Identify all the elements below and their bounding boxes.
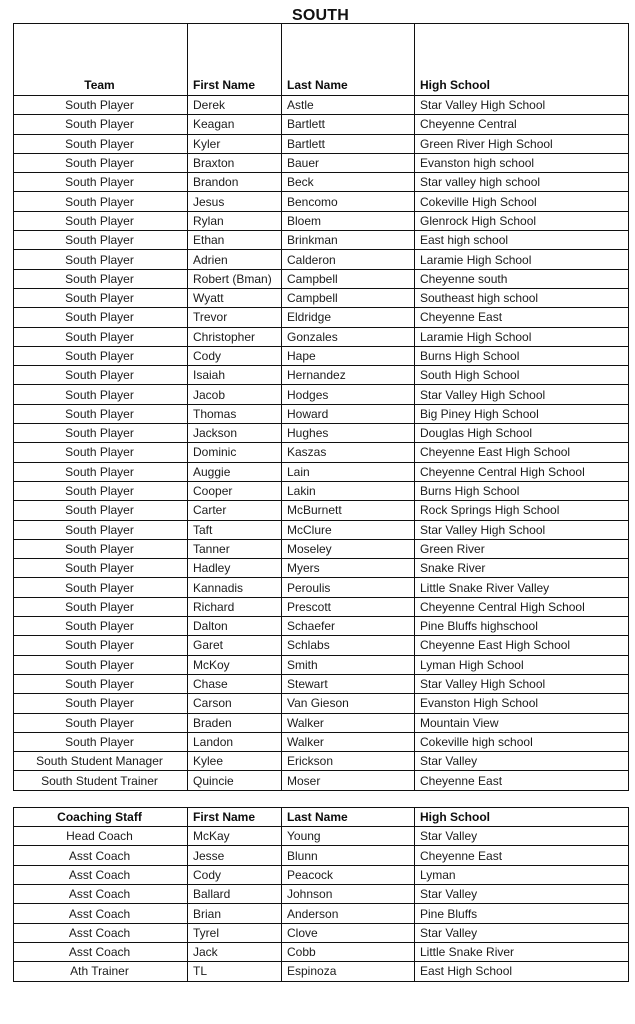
- first-name-cell: Ethan: [188, 231, 282, 250]
- last-name-cell: Van Gieson: [282, 694, 415, 713]
- last-name-cell: Gonzales: [282, 327, 415, 346]
- table-row: [14, 153, 629, 172]
- table-row: [14, 752, 629, 771]
- high-school-cell: Little Snake River: [415, 942, 629, 961]
- first-name-cell: Derek: [188, 96, 282, 115]
- table-row: [14, 539, 629, 558]
- first-name-cell: Carter: [188, 501, 282, 520]
- high-school-cell: Star Valley: [415, 827, 629, 846]
- team-cell: South Player: [14, 597, 188, 616]
- first-name-cell: Adrien: [188, 250, 282, 269]
- last-name-cell: Hughes: [282, 424, 415, 443]
- last-name-cell: Moseley: [282, 539, 415, 558]
- first-name-column-header: First Name: [188, 24, 282, 96]
- table-row: [14, 827, 629, 846]
- first-name-cell: Jesse: [188, 846, 282, 865]
- high-school-cell: Cokeville High School: [415, 192, 629, 211]
- high-school-cell: Star Valley High School: [415, 385, 629, 404]
- team-cell: South Player: [14, 308, 188, 327]
- first-name-cell: Kyler: [188, 134, 282, 153]
- high-school-cell: Lyman: [415, 865, 629, 884]
- high-school-cell: Burns High School: [415, 481, 629, 500]
- high-school-cell: Star Valley High School: [415, 674, 629, 693]
- last-name-cell: Schlabs: [282, 636, 415, 655]
- coaching-table-body: [14, 827, 629, 981]
- table-row: [14, 520, 629, 539]
- first-name-cell: Braden: [188, 713, 282, 732]
- team-cell: South Player: [14, 462, 188, 481]
- roster-table-body: [14, 96, 629, 791]
- high-school-cell: Glenrock High School: [415, 211, 629, 230]
- high-school-cell: Cheyenne Central High School: [415, 597, 629, 616]
- high-school-cell: Douglas High School: [415, 424, 629, 443]
- first-name-cell: Landon: [188, 732, 282, 751]
- team-cell: Asst Coach: [14, 942, 188, 961]
- team-cell: Ath Trainer: [14, 962, 188, 981]
- table-row: [14, 404, 629, 423]
- high-school-cell: Cheyenne East High School: [415, 443, 629, 462]
- team-cell: Head Coach: [14, 827, 188, 846]
- table-row: [14, 865, 629, 884]
- team-cell: South Student Manager: [14, 752, 188, 771]
- first-name-cell: Tyrel: [188, 923, 282, 942]
- high-school-cell: Laramie High School: [415, 250, 629, 269]
- high-school-cell: Big Piney High School: [415, 404, 629, 423]
- last-name-cell: McBurnett: [282, 501, 415, 520]
- last-name-cell: Bloem: [282, 211, 415, 230]
- team-cell: South Player: [14, 636, 188, 655]
- table-row: [14, 462, 629, 481]
- team-cell: South Player: [14, 288, 188, 307]
- table-row: [14, 713, 629, 732]
- high-school-cell: Cheyenne south: [415, 269, 629, 288]
- table-row: [14, 173, 629, 192]
- last-name-cell: Blunn: [282, 846, 415, 865]
- team-cell: South Player: [14, 520, 188, 539]
- last-name-cell: Smith: [282, 655, 415, 674]
- last-name-cell: Kaszas: [282, 443, 415, 462]
- team-cell: South Player: [14, 96, 188, 115]
- team-cell: South Player: [14, 231, 188, 250]
- team-cell: South Player: [14, 424, 188, 443]
- high-school-cell: Cheyenne Central High School: [415, 462, 629, 481]
- team-cell: Asst Coach: [14, 885, 188, 904]
- team-cell: South Player: [14, 501, 188, 520]
- last-name-cell: Peroulis: [282, 578, 415, 597]
- table-row: [14, 443, 629, 462]
- first-name-cell: Chase: [188, 674, 282, 693]
- high-school-cell: Green River: [415, 539, 629, 558]
- first-name-cell: Robert (Bman): [188, 269, 282, 288]
- first-name-cell: Kylee: [188, 752, 282, 771]
- first-name-cell: Trevor: [188, 308, 282, 327]
- table-row: [14, 231, 629, 250]
- last-name-cell: Bartlett: [282, 134, 415, 153]
- table-row: [14, 885, 629, 904]
- high-school-cell: Pine Bluffs highschool: [415, 617, 629, 636]
- team-cell: South Player: [14, 559, 188, 578]
- roster-header-row: [14, 24, 629, 96]
- last-name-cell: Walker: [282, 713, 415, 732]
- last-name-cell: Brinkman: [282, 231, 415, 250]
- last-name-cell: Stewart: [282, 674, 415, 693]
- table-row: [14, 732, 629, 751]
- team-cell: South Player: [14, 115, 188, 134]
- team-cell: Asst Coach: [14, 865, 188, 884]
- first-name-column-header: First Name: [188, 807, 282, 827]
- first-name-cell: McKay: [188, 827, 282, 846]
- high-school-cell: Snake River: [415, 559, 629, 578]
- first-name-cell: Rylan: [188, 211, 282, 230]
- first-name-cell: Quincie: [188, 771, 282, 790]
- first-name-cell: Taft: [188, 520, 282, 539]
- table-row: [14, 942, 629, 961]
- table-row: [14, 288, 629, 307]
- table-row: [14, 694, 629, 713]
- table-row: [14, 636, 629, 655]
- team-cell: South Player: [14, 713, 188, 732]
- high-school-cell: Lyman High School: [415, 655, 629, 674]
- first-name-cell: Cody: [188, 346, 282, 365]
- first-name-cell: Cooper: [188, 481, 282, 500]
- last-name-column-header: Last Name: [282, 807, 415, 827]
- first-name-cell: Christopher: [188, 327, 282, 346]
- last-name-cell: Hernandez: [282, 366, 415, 385]
- roster-table: [13, 23, 629, 791]
- last-name-cell: Campbell: [282, 288, 415, 307]
- team-cell: South Player: [14, 269, 188, 288]
- first-name-cell: Brandon: [188, 173, 282, 192]
- table-row: [14, 250, 629, 269]
- table-row: [14, 846, 629, 865]
- team-cell: South Player: [14, 192, 188, 211]
- high-school-cell: Cokeville high school: [415, 732, 629, 751]
- team-cell: South Player: [14, 674, 188, 693]
- last-name-cell: Bencomo: [282, 192, 415, 211]
- high-school-column-header: High School: [415, 807, 629, 827]
- high-school-cell: East High School: [415, 962, 629, 981]
- last-name-cell: Campbell: [282, 269, 415, 288]
- first-name-cell: Garet: [188, 636, 282, 655]
- first-name-cell: Tanner: [188, 539, 282, 558]
- high-school-cell: Star Valley: [415, 752, 629, 771]
- high-school-cell: Cheyenne Central: [415, 115, 629, 134]
- last-name-cell: Clove: [282, 923, 415, 942]
- table-row: [14, 115, 629, 134]
- high-school-cell: Pine Bluffs: [415, 904, 629, 923]
- team-cell: South Player: [14, 694, 188, 713]
- team-cell: South Player: [14, 134, 188, 153]
- first-name-cell: Brian: [188, 904, 282, 923]
- last-name-cell: Howard: [282, 404, 415, 423]
- coaching-staff-column-header: Coaching Staff: [14, 807, 188, 827]
- high-school-cell: Star Valley: [415, 923, 629, 942]
- table-row: [14, 481, 629, 500]
- high-school-cell: Burns High School: [415, 346, 629, 365]
- first-name-cell: Jesus: [188, 192, 282, 211]
- last-name-cell: Hodges: [282, 385, 415, 404]
- high-school-cell: Cheyenne East High School: [415, 636, 629, 655]
- first-name-cell: Kannadis: [188, 578, 282, 597]
- table-row: [14, 385, 629, 404]
- last-name-cell: Schaefer: [282, 617, 415, 636]
- high-school-cell: Star Valley High School: [415, 520, 629, 539]
- table-row: [14, 674, 629, 693]
- high-school-cell: Evanston high school: [415, 153, 629, 172]
- team-cell: South Player: [14, 404, 188, 423]
- team-cell: South Player: [14, 732, 188, 751]
- last-name-cell: Calderon: [282, 250, 415, 269]
- high-school-cell: South High School: [415, 366, 629, 385]
- high-school-cell: Rock Springs High School: [415, 501, 629, 520]
- team-cell: South Player: [14, 443, 188, 462]
- last-name-cell: Moser: [282, 771, 415, 790]
- first-name-cell: McKoy: [188, 655, 282, 674]
- first-name-cell: Richard: [188, 597, 282, 616]
- first-name-cell: Jackson: [188, 424, 282, 443]
- first-name-cell: Hadley: [188, 559, 282, 578]
- table-row: [14, 962, 629, 981]
- table-row: [14, 559, 629, 578]
- high-school-cell: Laramie High School: [415, 327, 629, 346]
- table-row: [14, 597, 629, 616]
- last-name-cell: Prescott: [282, 597, 415, 616]
- table-row: [14, 366, 629, 385]
- high-school-cell: Star valley high school: [415, 173, 629, 192]
- coaching-header-row: [14, 807, 629, 827]
- high-school-cell: Cheyenne East: [415, 771, 629, 790]
- last-name-cell: Walker: [282, 732, 415, 751]
- team-cell: South Player: [14, 655, 188, 674]
- first-name-cell: Dominic: [188, 443, 282, 462]
- team-cell: South Player: [14, 385, 188, 404]
- last-name-cell: Johnson: [282, 885, 415, 904]
- table-row: [14, 211, 629, 230]
- last-name-column-header: Last Name: [282, 24, 415, 96]
- team-cell: South Player: [14, 153, 188, 172]
- table-row: [14, 192, 629, 211]
- last-name-cell: Peacock: [282, 865, 415, 884]
- team-cell: South Player: [14, 539, 188, 558]
- last-name-cell: Astle: [282, 96, 415, 115]
- high-school-cell: Southeast high school: [415, 288, 629, 307]
- table-row: [14, 578, 629, 597]
- last-name-cell: Lain: [282, 462, 415, 481]
- first-name-cell: Jacob: [188, 385, 282, 404]
- team-cell: South Player: [14, 481, 188, 500]
- table-row: [14, 501, 629, 520]
- team-column-header: Team: [14, 24, 188, 96]
- first-name-cell: Wyatt: [188, 288, 282, 307]
- first-name-cell: Ballard: [188, 885, 282, 904]
- last-name-cell: McClure: [282, 520, 415, 539]
- high-school-cell: Little Snake River Valley: [415, 578, 629, 597]
- team-cell: Asst Coach: [14, 904, 188, 923]
- last-name-cell: Myers: [282, 559, 415, 578]
- table-row: [14, 923, 629, 942]
- team-cell: South Player: [14, 327, 188, 346]
- table-row: [14, 269, 629, 288]
- last-name-cell: Cobb: [282, 942, 415, 961]
- high-school-cell: Green River High School: [415, 134, 629, 153]
- team-cell: South Player: [14, 211, 188, 230]
- high-school-cell: Cheyenne East: [415, 308, 629, 327]
- first-name-cell: Auggie: [188, 462, 282, 481]
- last-name-cell: Erickson: [282, 752, 415, 771]
- high-school-cell: Cheyenne East: [415, 846, 629, 865]
- last-name-cell: Young: [282, 827, 415, 846]
- team-cell: South Player: [14, 578, 188, 597]
- high-school-cell: Star Valley High School: [415, 96, 629, 115]
- team-cell: South Student Trainer: [14, 771, 188, 790]
- first-name-cell: Carson: [188, 694, 282, 713]
- last-name-cell: Beck: [282, 173, 415, 192]
- coaching-table: [13, 807, 629, 982]
- first-name-cell: Dalton: [188, 617, 282, 636]
- last-name-cell: Espinoza: [282, 962, 415, 981]
- high-school-cell: East high school: [415, 231, 629, 250]
- first-name-cell: Braxton: [188, 153, 282, 172]
- team-cell: South Player: [14, 250, 188, 269]
- page-title: SOUTH: [292, 7, 349, 24]
- high-school-cell: Evanston High School: [415, 694, 629, 713]
- team-cell: South Player: [14, 346, 188, 365]
- table-row: [14, 134, 629, 153]
- last-name-cell: Hape: [282, 346, 415, 365]
- last-name-cell: Bauer: [282, 153, 415, 172]
- table-row: [14, 655, 629, 674]
- first-name-cell: Keagan: [188, 115, 282, 134]
- team-cell: Asst Coach: [14, 846, 188, 865]
- high-school-cell: Mountain View: [415, 713, 629, 732]
- high-school-column-header: High School: [415, 24, 629, 96]
- team-cell: South Player: [14, 366, 188, 385]
- table-row: [14, 904, 629, 923]
- first-name-cell: Cody: [188, 865, 282, 884]
- team-cell: Asst Coach: [14, 923, 188, 942]
- last-name-cell: Lakin: [282, 481, 415, 500]
- team-cell: South Player: [14, 173, 188, 192]
- first-name-cell: TL: [188, 962, 282, 981]
- team-cell: South Player: [14, 617, 188, 636]
- table-row: [14, 617, 629, 636]
- last-name-cell: Anderson: [282, 904, 415, 923]
- table-row: [14, 424, 629, 443]
- first-name-cell: Jack: [188, 942, 282, 961]
- table-row: [14, 308, 629, 327]
- high-school-cell: Star Valley: [415, 885, 629, 904]
- last-name-cell: Eldridge: [282, 308, 415, 327]
- first-name-cell: Thomas: [188, 404, 282, 423]
- table-row: [14, 346, 629, 365]
- first-name-cell: Isaiah: [188, 366, 282, 385]
- table-row: [14, 771, 629, 790]
- table-row: [14, 96, 629, 115]
- table-row: [14, 327, 629, 346]
- last-name-cell: Bartlett: [282, 115, 415, 134]
